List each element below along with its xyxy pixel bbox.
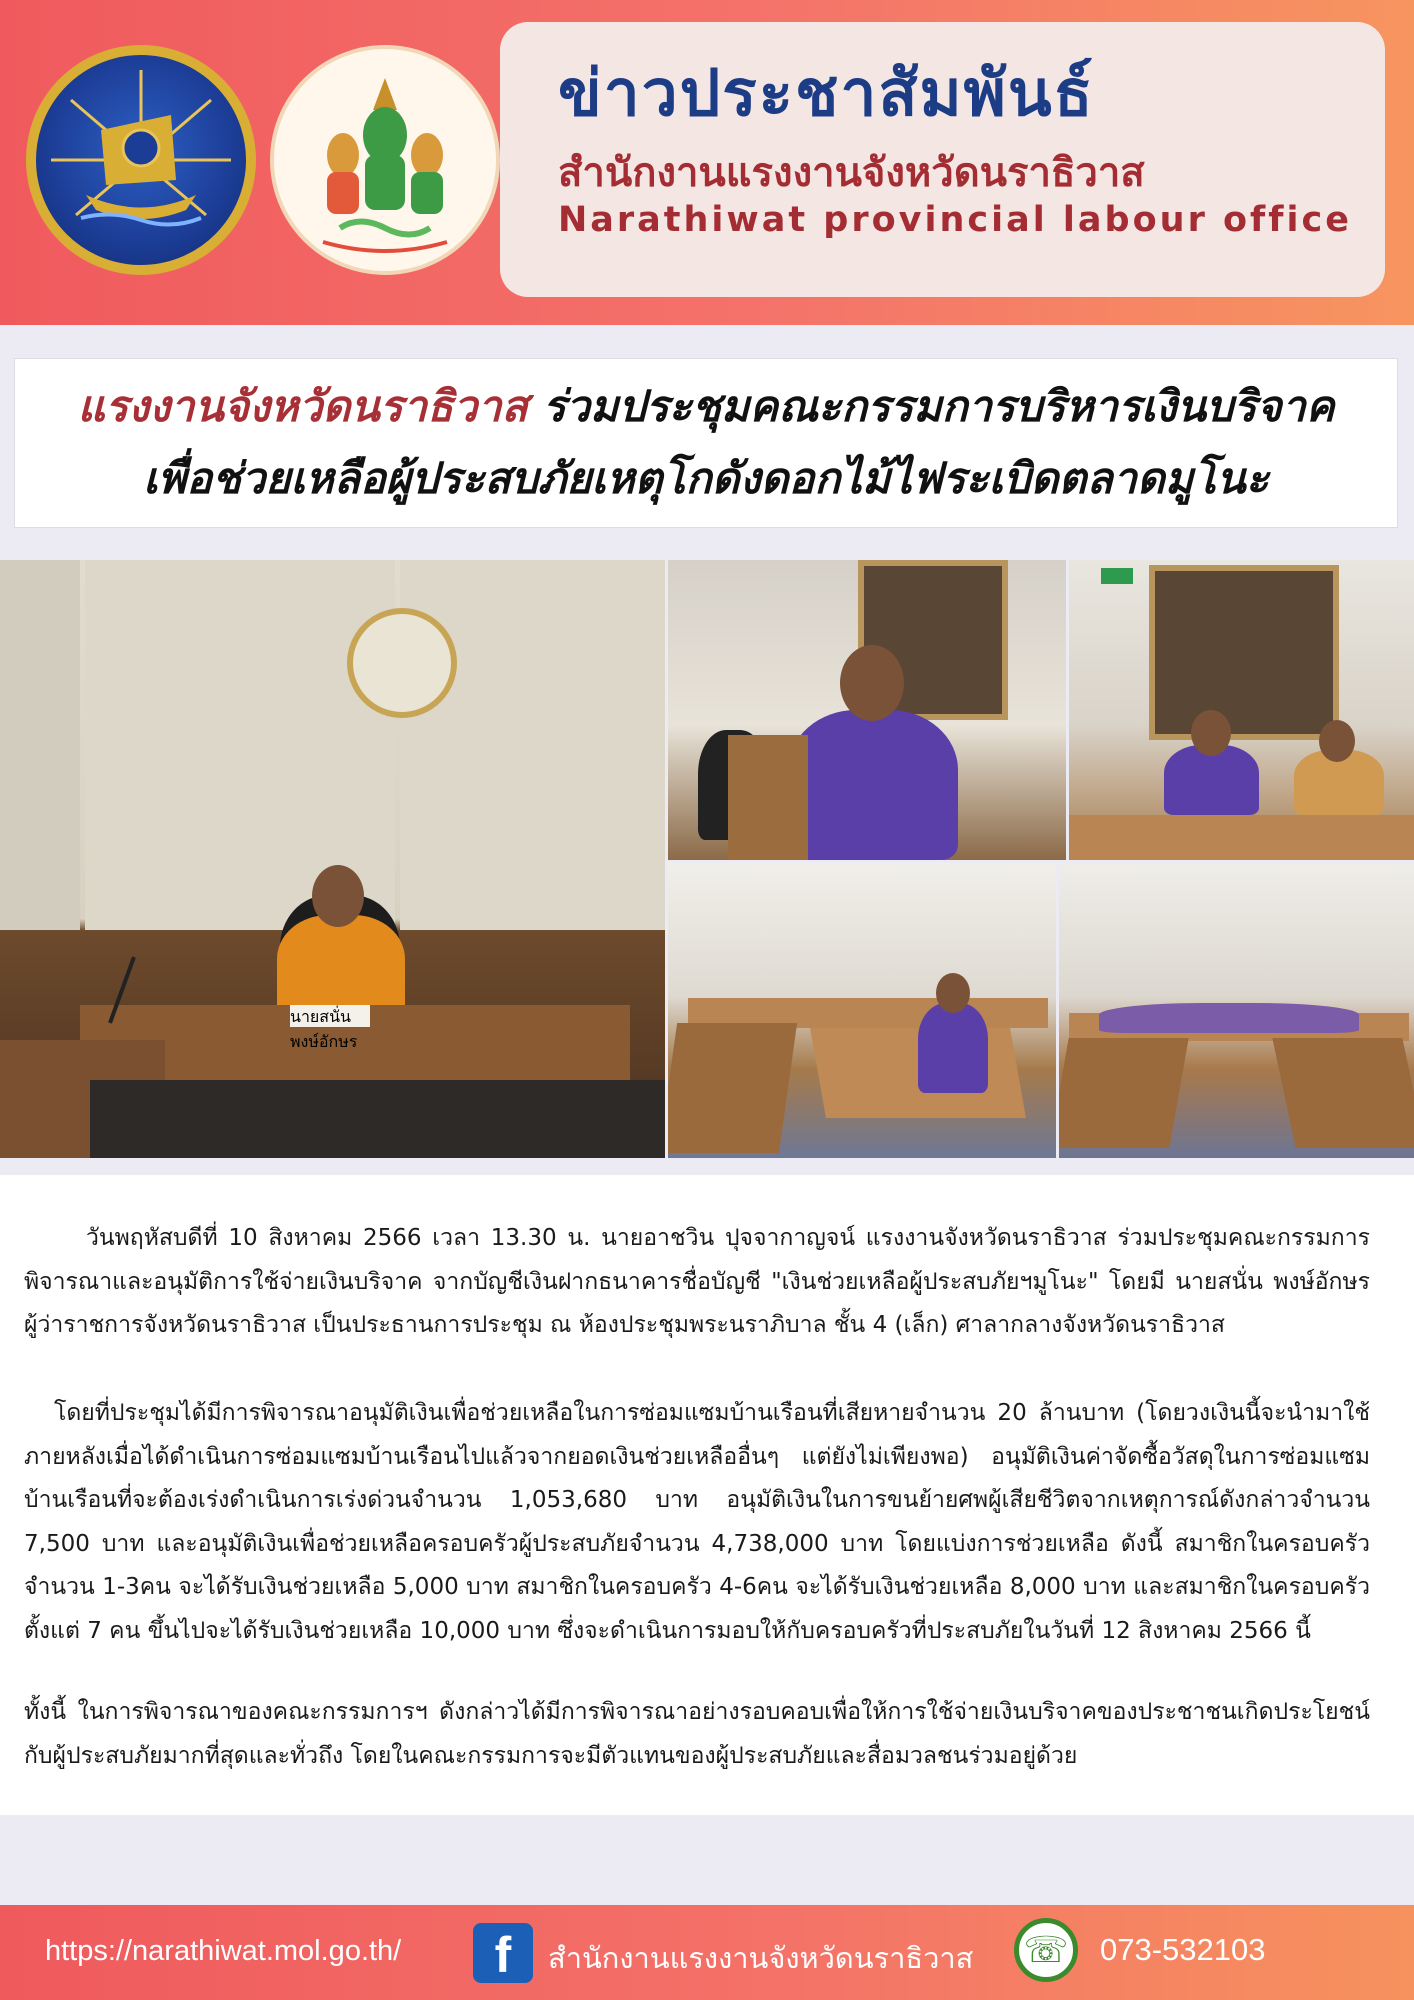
photo-collage [0, 560, 1414, 1158]
photo-meeting-table-1 [1069, 560, 1414, 860]
nameplate: นายสนั่น พงษ์อักษร [290, 1005, 370, 1027]
office-name-thai: สำนักงานแรงงานจังหวัดนราธิวาส [558, 150, 1145, 196]
exit-sign-icon [1101, 568, 1133, 584]
province-seal-logo [26, 45, 256, 275]
article-paragraph-2: โดยที่ประชุมได้มีการพิจารณาอนุมัติเงินเพื่อช่วยเหลือในการซ่อมแซมบ้านเรือนที่เสียหายจำนวน 20 ล้านบาท (โดยวงเงินนี้จะนำมาใช้ภายหลังเมื่อได้ดำเนินการซ่อมแซมบ้านเรือนไปแล้วจากยอดเงินช่วยเหลืออื่นๆ แต่ยังไม่เพียงพอ) อนุมัติเงินค่าจัดซื้อวัสดุในการซ่อมแซมบ้านเรือนที่จะต้องเร่งดำเนินการเร่งด่วนจำนวน 1,053,680 บาท อนุมัติเงินในการขนย้ายศพผู้เสียชีวิตจากเหตุการณ์ดังกล่าวจำนวน 7,500 บาท และอนุมัติเงินเพื่อช่วยเหลือครอบครัวผู้ประสบภัยจำนวน 4,738,000 บาท โดยแบ่งการช่วยเหลือ ดังนี้ สมาชิกในครอบครัวจำนวน 1-3คน จะได้รับเงินช่วยเหลือ 5,000 บาท สมาชิกในครอบครัว 4-6คน จะได้รับเงินช่วยเหลือ 8,000 บาท และสมาชิกในครอบครัวตั้งแต่ 7 คน ขึ้นไปจะได้รับเงินช่วยเหลือ 10,000 บาท ซึ่งจะดำเนินการมอบให้กับครอบครัวที่ประสบภัยในวันที่ 12 สิงหาคม 2566 นี้ [24, 1400, 1370, 1644]
wall-emblem [347, 608, 457, 718]
headline-line-1-text: ร่วมประชุมคณะกรรมการบริหารเงินบริจาค [527, 382, 1335, 432]
photo-labour-officer [668, 560, 1066, 860]
phone-number[interactable]: 073-532103 [1100, 1932, 1266, 1967]
phone-icon: ☏ [1014, 1918, 1078, 1982]
photo-meeting-room-1 [668, 863, 1056, 1158]
article-paragraph-1: วันพฤหัสบดีที่ 10 สิงหาคม 2566 เวลา 13.30 น. นายอาชวิน ปุจจากาญจน์ แรงงานจังหวัดนราธิวาส ร่วมประชุมคณะกรรมการพิจารณาและอนุมัติการใช้จ่ายเงินบริจาค จากบัญชีเงินฝากธนาคารชื่อบัญชี "เงินช่วยเหลือผู้ประสบภัยฯมูโนะ" โดยมี นายสนั่น พงษ์อักษร ผู้ว่าราชการจังหวัดนราธิวาส เป็นประธานการประชุม ณ ห้องประชุมพระนราภิบาล ชั้น 4 (เล็ก) ศาลากลางจังหวัดนราธิวาส [24, 1225, 1370, 1338]
facebook-page-link[interactable]: สำนักงานแรงงานจังหวัดนราธิวาส [548, 1943, 974, 1975]
header-banner [0, 0, 1414, 325]
article-paragraph-3: ทั้งนี้ ในการพิจารณาของคณะกรรมการฯ ดังกล่าวได้มีการพิจารณาอย่างรอบคอบเพื่อให้การใช้จ่ายเงินบริจาคของประชาชนเกิดประโยชน์กับผู้ประสบภัยมากที่สุดและทั่วถึง โดยในคณะกรรมการจะมีตัวแทนของผู้ประสบภัยและสื่อมวลชนร่วมอยู่ด้วย [24, 1699, 1370, 1769]
title-card [500, 22, 1385, 297]
headline-accent: แรงงานจังหวัดนราธิวาส [77, 382, 528, 432]
article-body [0, 1175, 1414, 1815]
ship-emblem-icon [41, 60, 241, 260]
footer-contact-bar [0, 1905, 1414, 2000]
website-link[interactable]: https://narathiwat.mol.go.th/ [45, 1935, 402, 1967]
photo-meeting-room-2 [1059, 863, 1414, 1158]
headline-line-1 [15, 371, 1397, 443]
facebook-icon[interactable]: f [473, 1923, 533, 1983]
page-title: ข่าวประชาสัมพันธ์ [558, 57, 1095, 131]
headline-line-2: เพื่อช่วยเหลือผู้ประสบภัยเหตุโกดังดอกไม้ไฟระเบิดตลาดมูโนะ [143, 454, 1269, 504]
office-name-english: Narathiwat provincial labour office [558, 200, 1352, 240]
photo-chairman [0, 560, 665, 1158]
ministry-seal-logo [270, 45, 500, 275]
decorative-band [0, 1815, 1414, 1905]
news-headline [14, 358, 1398, 528]
deity-emblem-icon [285, 60, 485, 260]
